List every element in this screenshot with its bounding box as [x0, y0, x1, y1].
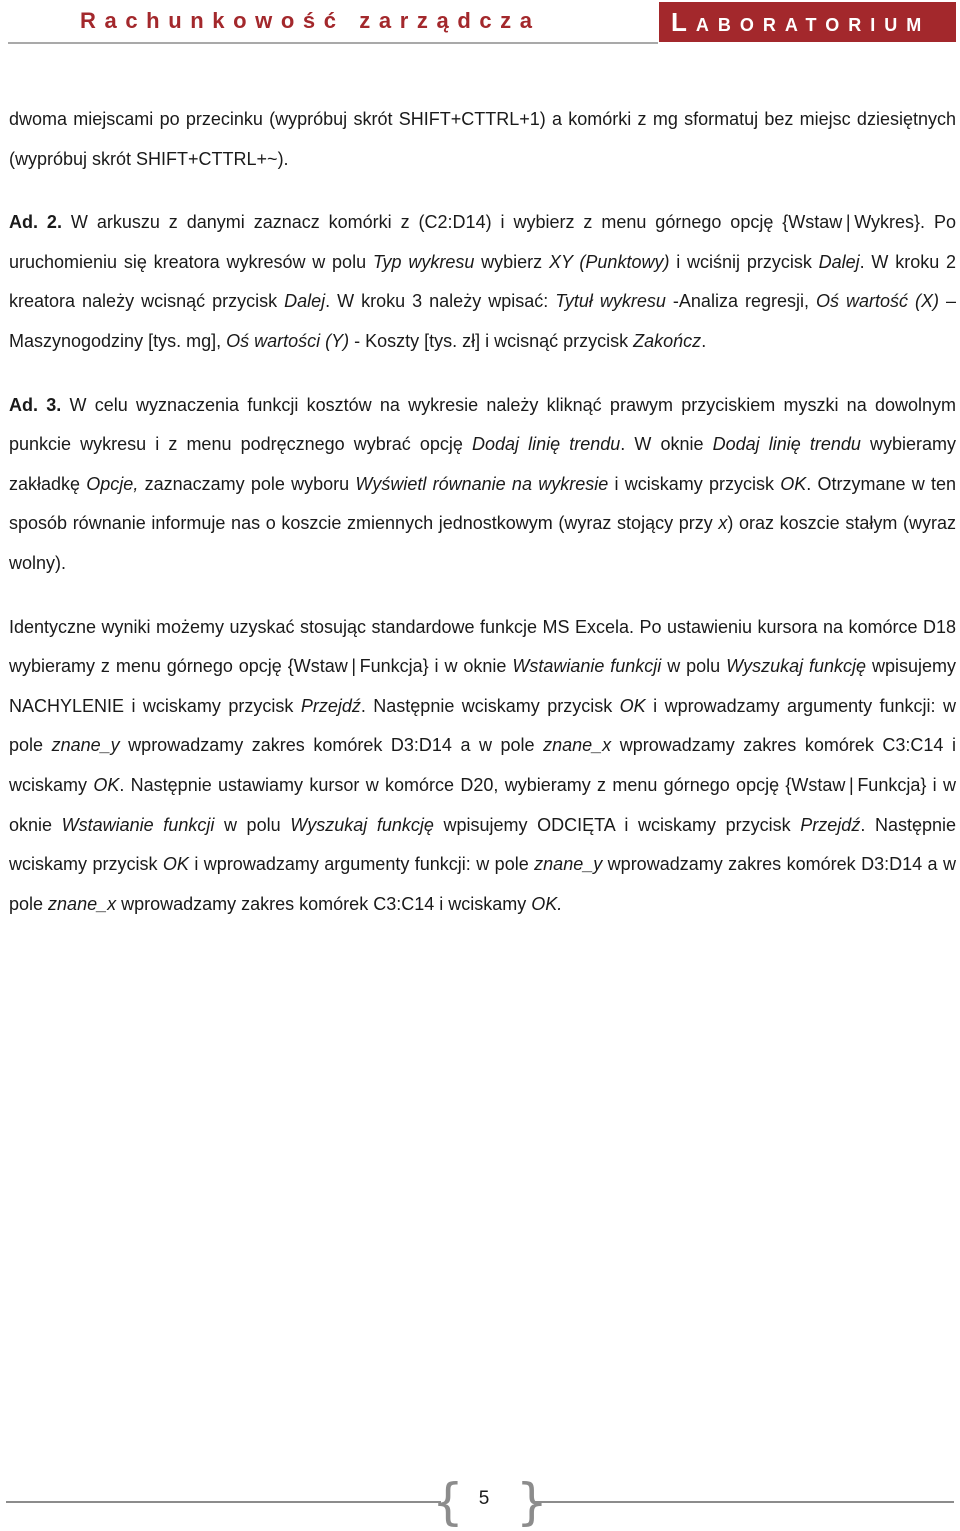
paragraph-1: [9, 100, 956, 179]
paragraph-ad3: [9, 386, 956, 584]
text: Funkcja} i w oknie: [9, 774, 956, 835]
text: . W kroku 3 należy wpisać:: [325, 291, 556, 312]
text: i wciskamy przycisk: [608, 473, 781, 494]
term: Wyświetl równanie na wykresie: [355, 473, 609, 494]
term: znane_x: [48, 893, 117, 914]
term: x: [718, 513, 728, 534]
term: Wyszukaj funkcję: [726, 656, 867, 677]
term: Dodaj linię trendu: [471, 434, 621, 455]
header-badge: [659, 2, 956, 42]
text: . Następnie ustawiamy kursor w komórce D20, wybieramy z menu górnego opcję {Wstaw: [119, 774, 846, 795]
section-label: Ad. 2.: [9, 212, 62, 233]
text: . W kroku 2 kreatora należy wcisnąć przycisk: [9, 251, 957, 312]
text: -Analiza regresji,: [665, 291, 816, 312]
document-body: [9, 100, 956, 948]
term: Dalej: [284, 291, 326, 312]
paragraph-excel-functions: Identyczne wyniki możemy uzyskać stosując standardowe funkcje MS Excela. Po ustawieniu kursora na komórce D18 wybieramy z menu górnego opcję {Wstaw | Funkcja} i w oknie Wstawianie funkcji w polu Wyszukaj funkcję wpisujemy NACHYLENIE i wciskamy przycisk Przejdź. Następnie wciskamy przycisk OK i wprowadzamy argumenty funkcji: w pole znane_y wprowadzamy zakres komórek D3:D14 a w pole znane_x wprowadzamy zakres komórek C3:C14 i wciskamy OK. Następnie ustawiamy kursor w komórce D20, wybieramy z menu górnego opcję {Wstaw | Funkcja} i w oknie Wstawianie funkcji w polu Wyszukaj funkcję wpisujemy ODCIĘTA i wciskamy przycisk Przejdź. Następnie wciskamy przycisk OK i wprowadzamy argumenty funkcji: w pole znane_y wprowadzamy zakres komórek D3:D14 a w pole znane_x wprowadzamy zakres komórek C3:C14 i wciskamy OK.: [9, 616, 957, 914]
left-brace-icon: {: [432, 1473, 464, 1531]
text: dwoma miejscami po przecinku (wypróbuj skrót SHIFT+CTTRL+1) a komórki z mg sformatuj bez miejsc dziesiętnych (wypróbuj skrót SHIFT+CTTRL+~).: [9, 109, 956, 169]
term: Wstawianie funkcji: [512, 656, 662, 677]
term: Zakończ: [633, 330, 702, 351]
section-label: Ad. 3.: [9, 394, 62, 415]
badge-initial: L: [671, 7, 696, 37]
text: – Maszynogodziny [tys. mg],: [9, 291, 957, 351]
term: znane_y: [534, 854, 603, 875]
term: znane_y: [51, 735, 120, 756]
text: W arkuszu z danymi zaznacz komórki z (C2:D14) i wybierz z menu górnego opcję {Wstaw: [61, 212, 843, 233]
text: wprowadzamy zakres komórek D3:D14 a w pole: [9, 854, 957, 914]
term: OK: [93, 774, 120, 795]
term: Wyszukaj funkcję: [290, 814, 434, 835]
page-number: 5: [478, 1488, 490, 1509]
text: Identyczne wyniki możemy uzyskać stosując standardowe funkcje MS Excela. Po ustawieniu kursora na komórce D18 wybieramy z menu górnego opcję {Wstaw: [9, 616, 956, 677]
text: wprowadzamy zakres komórek C3:C14 i wciskamy: [116, 893, 532, 914]
term: OK.: [531, 893, 563, 914]
text: - Koszty [tys. zł] i wcisnąć przycisk: [349, 330, 634, 351]
right-brace-icon: }: [516, 1473, 548, 1531]
term: Przejdź: [800, 814, 861, 835]
term: OK: [619, 695, 646, 716]
text: w polu: [214, 814, 291, 835]
text: wprowadzamy zakres komórek C3:C14 i wciskamy: [9, 735, 956, 795]
text: zaznaczamy pole wyboru: [138, 473, 356, 494]
text: . Następnie wciskamy przycisk: [360, 695, 620, 716]
term: OK: [780, 473, 807, 494]
term: Wstawianie funkcji: [61, 814, 215, 835]
text: i wprowadzamy argumenty funkcji: w pole: [188, 854, 535, 875]
paragraph-ad2: Ad. 2. W arkuszu z danymi zaznacz komórki z (C2:D14) i wybierz z menu górnego opcję {Wstaw | Wykres}. Po uruchomieniu się kreatora wykresów w polu Typ wykresu wybierz XY (Punktowy) i wciśnij przycisk Dalej. W kroku 2 kreatora należy wcisnąć przycisk Dalej. W kroku 3 należy wpisać: Tytuł wykresu -Analiza regresji, Oś wartość (X) – Maszynogodziny [tys. mg], Oś wartości (Y) - Koszty [tys. zł] i wcisnąć przycisk Zakończ.: [9, 212, 957, 351]
page-header: [0, 0, 960, 46]
text: ) oraz koszcie stałym (wyraz wolny).: [9, 513, 956, 573]
text: wpisujemy ODCIĘTA i wciskamy przycisk: [433, 814, 801, 835]
term: Przejdź: [300, 695, 361, 716]
text: . Otrzymane w ten sposób równanie informuje nas o koszcie zmiennych jednostkowym (wyraz stojący przy: [9, 473, 956, 534]
text: wprowadzamy zakres komórek D3:D14 a w pole: [119, 735, 544, 756]
term: OK: [162, 854, 189, 875]
term: Dodaj linię trendu: [712, 434, 861, 455]
term: Dalej: [818, 251, 860, 272]
footer-rule-right: [532, 1501, 954, 1503]
text: W celu wyznaczenia funkcji kosztów na wykresie należy kliknąć prawym przyciskiem myszki na dowolnym punkcie wykresu i z menu podręcznego wybrać opcję: [9, 394, 956, 455]
text: Funkcja} i w oknie: [359, 656, 513, 677]
text: w polu: [661, 656, 727, 677]
term: Oś wartość (X): [815, 291, 939, 312]
term: znane_x: [543, 735, 612, 756]
text: . Następnie wciskamy przycisk: [9, 814, 956, 875]
term: Typ wykresu: [372, 251, 475, 272]
text: wybierz: [474, 251, 549, 272]
term: Opcje,: [86, 473, 139, 494]
text: .: [701, 330, 707, 351]
term: Oś wartości (Y): [226, 330, 350, 351]
header-rule: [8, 42, 658, 44]
text: i wprowadzamy argumenty funkcji: w pole: [9, 695, 956, 756]
term: XY (Punktowy): [548, 251, 670, 272]
footer-rule-left: [6, 1501, 441, 1503]
header-title: Rachunkowość zarządcza: [80, 8, 541, 33]
text: i wciśnij przycisk: [669, 251, 819, 272]
text: wpisujemy NACHYLENIE i wciskamy przycisk: [9, 656, 956, 716]
page-footer: [0, 1470, 960, 1531]
badge-rest: ABORATORIUM: [695, 15, 931, 35]
term: Tytuł wykresu: [555, 291, 666, 312]
text: Wykres}. Po uruchomieniu się kreatora wykresów w polu: [9, 212, 956, 272]
text: . W oknie: [620, 434, 713, 455]
text: wybieramy zakładkę: [9, 434, 956, 494]
